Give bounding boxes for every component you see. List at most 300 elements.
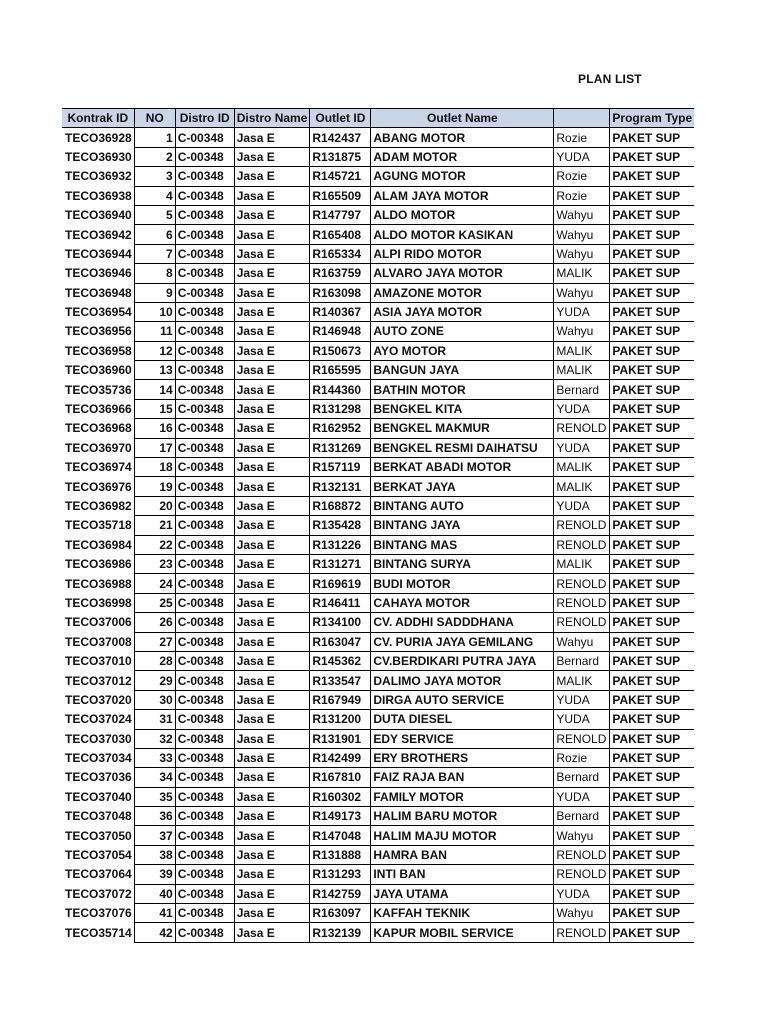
cell-program-type[interactable]: PAKET SUP <box>610 264 694 283</box>
cell-no[interactable]: 5 <box>134 205 175 224</box>
cell-outlet-id[interactable]: R131271 <box>310 554 371 573</box>
cell-salesman[interactable]: YUDA <box>554 710 610 729</box>
column-header-kontrak-id[interactable]: Kontrak ID <box>62 109 134 128</box>
cell-salesman[interactable]: Bernard <box>554 807 610 826</box>
cell-no[interactable]: 30 <box>134 690 175 709</box>
cell-salesman[interactable]: MALIK <box>554 458 610 477</box>
cell-salesman[interactable]: YUDA <box>554 787 610 806</box>
table-row[interactable] <box>62 147 694 166</box>
table-row[interactable] <box>62 535 694 554</box>
cell-program-type[interactable]: PAKET SUP <box>610 147 694 166</box>
cell-no[interactable]: 41 <box>134 904 175 923</box>
cell-outlet-name[interactable]: ALPI RIDO MOTOR <box>371 244 554 263</box>
cell-salesman[interactable]: YUDA <box>554 496 610 515</box>
cell-distro-name[interactable]: Jasa E <box>234 768 310 787</box>
cell-distro-name[interactable]: Jasa E <box>234 205 310 224</box>
cell-distro-name[interactable]: Jasa E <box>234 244 310 263</box>
cell-program-type[interactable]: PAKET SUP <box>610 186 694 205</box>
cell-no[interactable]: 29 <box>134 671 175 690</box>
cell-distro-name[interactable]: Jasa E <box>234 807 310 826</box>
cell-outlet-name[interactable]: AMAZONE MOTOR <box>371 283 554 302</box>
cell-program-type[interactable]: PAKET SUP <box>610 826 694 845</box>
cell-outlet-id[interactable]: R162952 <box>310 419 371 438</box>
cell-salesman[interactable]: RENOLD <box>554 593 610 612</box>
table-row[interactable] <box>62 283 694 302</box>
cell-outlet-id[interactable]: R144360 <box>310 380 371 399</box>
cell-outlet-id[interactable]: R167949 <box>310 690 371 709</box>
cell-outlet-id[interactable]: R140367 <box>310 302 371 321</box>
cell-program-type[interactable]: PAKET SUP <box>610 361 694 380</box>
cell-outlet-name[interactable]: KAPUR MOBIL SERVICE <box>371 923 554 942</box>
cell-salesman[interactable]: Rozie <box>554 186 610 205</box>
cell-distro-name[interactable]: Jasa E <box>234 651 310 670</box>
cell-distro-name[interactable]: Jasa E <box>234 690 310 709</box>
cell-program-type[interactable]: PAKET SUP <box>610 516 694 535</box>
cell-distro-id[interactable]: C-00348 <box>175 302 234 321</box>
cell-distro-name[interactable]: Jasa E <box>234 554 310 573</box>
cell-outlet-name[interactable]: ALDO MOTOR <box>371 205 554 224</box>
cell-outlet-id[interactable]: R165334 <box>310 244 371 263</box>
cell-distro-id[interactable]: C-00348 <box>175 380 234 399</box>
cell-kontrak-id[interactable]: TECO36938 <box>62 186 134 205</box>
cell-no[interactable]: 16 <box>134 419 175 438</box>
cell-outlet-name[interactable]: BINTANG JAYA <box>371 516 554 535</box>
cell-distro-name[interactable]: Jasa E <box>234 710 310 729</box>
cell-outlet-name[interactable]: ERY BROTHERS <box>371 748 554 767</box>
cell-program-type[interactable]: PAKET SUP <box>610 477 694 496</box>
cell-salesman[interactable]: Rozie <box>554 167 610 186</box>
table-row[interactable] <box>62 322 694 341</box>
cell-outlet-name[interactable]: DALIMO JAYA MOTOR <box>371 671 554 690</box>
table-row[interactable] <box>62 865 694 884</box>
cell-outlet-id[interactable]: R163047 <box>310 632 371 651</box>
cell-no[interactable]: 24 <box>134 574 175 593</box>
cell-outlet-name[interactable]: AUTO ZONE <box>371 322 554 341</box>
cell-kontrak-id[interactable]: TECO37036 <box>62 768 134 787</box>
column-header-distro-name[interactable]: Distro Name <box>234 109 310 128</box>
cell-outlet-name[interactable]: BENGKEL MAKMUR <box>371 419 554 438</box>
cell-salesman[interactable]: MALIK <box>554 341 610 360</box>
cell-distro-id[interactable]: C-00348 <box>175 923 234 942</box>
cell-program-type[interactable]: PAKET SUP <box>610 651 694 670</box>
cell-salesman[interactable]: MALIK <box>554 264 610 283</box>
table-row[interactable] <box>62 768 694 787</box>
table-row[interactable] <box>62 807 694 826</box>
table-row[interactable] <box>62 845 694 864</box>
cell-distro-name[interactable]: Jasa E <box>234 884 310 903</box>
cell-distro-name[interactable]: Jasa E <box>234 283 310 302</box>
cell-kontrak-id[interactable]: TECO37020 <box>62 690 134 709</box>
cell-salesman[interactable]: RENOLD <box>554 845 610 864</box>
table-row[interactable] <box>62 574 694 593</box>
cell-distro-name[interactable]: Jasa E <box>234 438 310 457</box>
cell-distro-name[interactable]: Jasa E <box>234 496 310 515</box>
cell-distro-name[interactable]: Jasa E <box>234 225 310 244</box>
cell-distro-id[interactable]: C-00348 <box>175 574 234 593</box>
cell-distro-name[interactable]: Jasa E <box>234 923 310 942</box>
cell-outlet-name[interactable]: CV. ADDHI SADDDHANA <box>371 613 554 632</box>
cell-distro-name[interactable]: Jasa E <box>234 516 310 535</box>
cell-no[interactable]: 34 <box>134 768 175 787</box>
cell-distro-name[interactable]: Jasa E <box>234 729 310 748</box>
cell-outlet-name[interactable]: ASIA JAYA MOTOR <box>371 302 554 321</box>
cell-outlet-id[interactable]: R147048 <box>310 826 371 845</box>
table-row[interactable] <box>62 128 694 147</box>
cell-outlet-id[interactable]: R131901 <box>310 729 371 748</box>
cell-kontrak-id[interactable]: TECO37040 <box>62 787 134 806</box>
column-header-no[interactable]: NO <box>134 109 175 128</box>
table-row[interactable] <box>62 244 694 263</box>
cell-kontrak-id[interactable]: TECO36946 <box>62 264 134 283</box>
table-row[interactable] <box>62 380 694 399</box>
cell-program-type[interactable]: PAKET SUP <box>610 671 694 690</box>
cell-outlet-id[interactable]: R150673 <box>310 341 371 360</box>
cell-salesman[interactable]: RENOLD <box>554 613 610 632</box>
table-row[interactable] <box>62 225 694 244</box>
cell-outlet-id[interactable]: R145721 <box>310 167 371 186</box>
cell-program-type[interactable]: PAKET SUP <box>610 167 694 186</box>
cell-no[interactable]: 12 <box>134 341 175 360</box>
cell-distro-id[interactable]: C-00348 <box>175 593 234 612</box>
cell-program-type[interactable]: PAKET SUP <box>610 380 694 399</box>
cell-program-type[interactable]: PAKET SUP <box>610 613 694 632</box>
table-row[interactable] <box>62 651 694 670</box>
cell-kontrak-id[interactable]: TECO36986 <box>62 554 134 573</box>
cell-outlet-name[interactable]: BATHIN MOTOR <box>371 380 554 399</box>
cell-kontrak-id[interactable]: TECO35714 <box>62 923 134 942</box>
cell-no[interactable]: 27 <box>134 632 175 651</box>
cell-kontrak-id[interactable]: TECO36928 <box>62 128 134 147</box>
cell-program-type[interactable]: PAKET SUP <box>610 710 694 729</box>
cell-salesman[interactable]: MALIK <box>554 671 610 690</box>
table-row[interactable] <box>62 167 694 186</box>
cell-program-type[interactable]: PAKET SUP <box>610 787 694 806</box>
cell-distro-id[interactable]: C-00348 <box>175 748 234 767</box>
cell-distro-name[interactable]: Jasa E <box>234 845 310 864</box>
table-row[interactable] <box>62 341 694 360</box>
cell-distro-id[interactable]: C-00348 <box>175 554 234 573</box>
cell-kontrak-id[interactable]: TECO37050 <box>62 826 134 845</box>
cell-no[interactable]: 18 <box>134 458 175 477</box>
cell-distro-id[interactable]: C-00348 <box>175 419 234 438</box>
cell-no[interactable]: 22 <box>134 535 175 554</box>
cell-kontrak-id[interactable]: TECO37064 <box>62 865 134 884</box>
cell-outlet-name[interactable]: AYO MOTOR <box>371 341 554 360</box>
cell-outlet-name[interactable]: BENGKEL RESMI DAIHATSU <box>371 438 554 457</box>
cell-distro-id[interactable]: C-00348 <box>175 264 234 283</box>
cell-outlet-id[interactable]: R134100 <box>310 613 371 632</box>
cell-salesman[interactable]: Bernard <box>554 651 610 670</box>
cell-program-type[interactable]: PAKET SUP <box>610 205 694 224</box>
cell-outlet-id[interactable]: R131269 <box>310 438 371 457</box>
cell-program-type[interactable]: PAKET SUP <box>610 768 694 787</box>
column-header-salesman[interactable] <box>554 109 610 128</box>
cell-outlet-id[interactable]: R165509 <box>310 186 371 205</box>
cell-distro-id[interactable]: C-00348 <box>175 399 234 418</box>
cell-distro-id[interactable]: C-00348 <box>175 807 234 826</box>
cell-kontrak-id[interactable]: TECO37076 <box>62 904 134 923</box>
cell-distro-name[interactable]: Jasa E <box>234 574 310 593</box>
cell-kontrak-id[interactable]: TECO36932 <box>62 167 134 186</box>
table-row[interactable] <box>62 186 694 205</box>
cell-salesman[interactable]: Wahyu <box>554 904 610 923</box>
cell-outlet-id[interactable]: R147797 <box>310 205 371 224</box>
cell-salesman[interactable]: MALIK <box>554 477 610 496</box>
cell-distro-name[interactable]: Jasa E <box>234 632 310 651</box>
cell-no[interactable]: 6 <box>134 225 175 244</box>
cell-salesman[interactable]: Wahyu <box>554 283 610 302</box>
cell-outlet-name[interactable]: HALIM MAJU MOTOR <box>371 826 554 845</box>
cell-no[interactable]: 38 <box>134 845 175 864</box>
cell-program-type[interactable]: PAKET SUP <box>610 690 694 709</box>
cell-salesman[interactable]: RENOLD <box>554 419 610 438</box>
cell-no[interactable]: 39 <box>134 865 175 884</box>
cell-program-type[interactable]: PAKET SUP <box>610 535 694 554</box>
cell-distro-id[interactable]: C-00348 <box>175 322 234 341</box>
cell-distro-id[interactable]: C-00348 <box>175 283 234 302</box>
cell-outlet-id[interactable]: R131200 <box>310 710 371 729</box>
cell-distro-name[interactable]: Jasa E <box>234 671 310 690</box>
cell-distro-name[interactable]: Jasa E <box>234 593 310 612</box>
cell-outlet-name[interactable]: FAIZ RAJA BAN <box>371 768 554 787</box>
cell-distro-id[interactable]: C-00348 <box>175 244 234 263</box>
cell-distro-id[interactable]: C-00348 <box>175 690 234 709</box>
cell-no[interactable]: 1 <box>134 128 175 147</box>
cell-distro-name[interactable]: Jasa E <box>234 380 310 399</box>
table-row[interactable] <box>62 438 694 457</box>
cell-no[interactable]: 9 <box>134 283 175 302</box>
cell-kontrak-id[interactable]: TECO36998 <box>62 593 134 612</box>
cell-distro-id[interactable]: C-00348 <box>175 438 234 457</box>
cell-salesman[interactable]: Wahyu <box>554 205 610 224</box>
cell-kontrak-id[interactable]: TECO37012 <box>62 671 134 690</box>
cell-salesman[interactable]: RENOLD <box>554 923 610 942</box>
cell-no[interactable]: 26 <box>134 613 175 632</box>
cell-outlet-id[interactable]: R167810 <box>310 768 371 787</box>
cell-salesman[interactable]: RENOLD <box>554 865 610 884</box>
cell-no[interactable]: 25 <box>134 593 175 612</box>
cell-no[interactable]: 28 <box>134 651 175 670</box>
cell-distro-name[interactable]: Jasa E <box>234 186 310 205</box>
cell-distro-id[interactable]: C-00348 <box>175 710 234 729</box>
cell-distro-id[interactable]: C-00348 <box>175 768 234 787</box>
cell-distro-id[interactable]: C-00348 <box>175 651 234 670</box>
cell-kontrak-id[interactable]: TECO36930 <box>62 147 134 166</box>
cell-kontrak-id[interactable]: TECO37006 <box>62 613 134 632</box>
cell-outlet-id[interactable]: R131293 <box>310 865 371 884</box>
cell-distro-id[interactable]: C-00348 <box>175 128 234 147</box>
cell-kontrak-id[interactable]: TECO37048 <box>62 807 134 826</box>
cell-no[interactable]: 8 <box>134 264 175 283</box>
cell-program-type[interactable]: PAKET SUP <box>610 283 694 302</box>
cell-distro-id[interactable]: C-00348 <box>175 904 234 923</box>
cell-kontrak-id[interactable]: TECO37054 <box>62 845 134 864</box>
cell-no[interactable]: 31 <box>134 710 175 729</box>
cell-outlet-name[interactable]: ADAM MOTOR <box>371 147 554 166</box>
cell-outlet-id[interactable]: R132139 <box>310 923 371 942</box>
cell-distro-name[interactable]: Jasa E <box>234 826 310 845</box>
column-header-program-type[interactable]: Program Type <box>610 109 694 128</box>
cell-kontrak-id[interactable]: TECO35736 <box>62 380 134 399</box>
cell-no[interactable]: 14 <box>134 380 175 399</box>
cell-outlet-id[interactable]: R131875 <box>310 147 371 166</box>
cell-distro-id[interactable]: C-00348 <box>175 205 234 224</box>
cell-kontrak-id[interactable]: TECO36944 <box>62 244 134 263</box>
cell-no[interactable]: 15 <box>134 399 175 418</box>
cell-program-type[interactable]: PAKET SUP <box>610 302 694 321</box>
cell-outlet-id[interactable]: R135428 <box>310 516 371 535</box>
cell-program-type[interactable]: PAKET SUP <box>610 399 694 418</box>
cell-outlet-id[interactable]: R131226 <box>310 535 371 554</box>
cell-outlet-name[interactable]: ALVARO JAYA MOTOR <box>371 264 554 283</box>
cell-outlet-id[interactable]: R160302 <box>310 787 371 806</box>
cell-salesman[interactable]: RENOLD <box>554 535 610 554</box>
cell-kontrak-id[interactable]: TECO36942 <box>62 225 134 244</box>
cell-kontrak-id[interactable]: TECO36982 <box>62 496 134 515</box>
cell-program-type[interactable]: PAKET SUP <box>610 458 694 477</box>
cell-program-type[interactable]: PAKET SUP <box>610 807 694 826</box>
cell-distro-id[interactable]: C-00348 <box>175 729 234 748</box>
cell-distro-name[interactable]: Jasa E <box>234 341 310 360</box>
cell-program-type[interactable]: PAKET SUP <box>610 632 694 651</box>
cell-kontrak-id[interactable]: TECO37072 <box>62 884 134 903</box>
cell-outlet-id[interactable]: R163098 <box>310 283 371 302</box>
cell-outlet-name[interactable]: ALAM JAYA MOTOR <box>371 186 554 205</box>
cell-outlet-id[interactable]: R163759 <box>310 264 371 283</box>
table-row[interactable] <box>62 399 694 418</box>
table-row[interactable] <box>62 923 694 942</box>
cell-program-type[interactable]: PAKET SUP <box>610 322 694 341</box>
cell-no[interactable]: 35 <box>134 787 175 806</box>
table-row[interactable] <box>62 477 694 496</box>
cell-outlet-id[interactable]: R163097 <box>310 904 371 923</box>
cell-kontrak-id[interactable]: TECO35718 <box>62 516 134 535</box>
cell-outlet-id[interactable]: R149173 <box>310 807 371 826</box>
cell-distro-name[interactable]: Jasa E <box>234 264 310 283</box>
cell-outlet-id[interactable]: R169619 <box>310 574 371 593</box>
cell-salesman[interactable]: RENOLD <box>554 516 610 535</box>
cell-outlet-name[interactable]: BERKAT ABADI MOTOR <box>371 458 554 477</box>
cell-outlet-name[interactable]: HAMRA BAN <box>371 845 554 864</box>
cell-distro-name[interactable]: Jasa E <box>234 613 310 632</box>
cell-outlet-name[interactable]: ABANG MOTOR <box>371 128 554 147</box>
cell-outlet-name[interactable]: BENGKEL KITA <box>371 399 554 418</box>
cell-no[interactable]: 42 <box>134 923 175 942</box>
column-header-distro-id[interactable]: Distro ID <box>175 109 234 128</box>
cell-no[interactable]: 13 <box>134 361 175 380</box>
cell-kontrak-id[interactable]: TECO36940 <box>62 205 134 224</box>
table-row[interactable] <box>62 690 694 709</box>
cell-program-type[interactable]: PAKET SUP <box>610 496 694 515</box>
cell-outlet-name[interactable]: DUTA DIESEL <box>371 710 554 729</box>
cell-kontrak-id[interactable]: TECO37034 <box>62 748 134 767</box>
table-row[interactable] <box>62 613 694 632</box>
cell-program-type[interactable]: PAKET SUP <box>610 554 694 573</box>
cell-program-type[interactable]: PAKET SUP <box>610 225 694 244</box>
cell-program-type[interactable]: PAKET SUP <box>610 438 694 457</box>
cell-salesman[interactable]: YUDA <box>554 884 610 903</box>
cell-no[interactable]: 10 <box>134 302 175 321</box>
cell-outlet-id[interactable]: R133547 <box>310 671 371 690</box>
cell-program-type[interactable]: PAKET SUP <box>610 884 694 903</box>
cell-program-type[interactable]: PAKET SUP <box>610 244 694 263</box>
cell-program-type[interactable]: PAKET SUP <box>610 593 694 612</box>
cell-distro-id[interactable]: C-00348 <box>175 186 234 205</box>
cell-distro-id[interactable]: C-00348 <box>175 477 234 496</box>
cell-distro-id[interactable]: C-00348 <box>175 826 234 845</box>
cell-outlet-name[interactable]: BINTANG AUTO <box>371 496 554 515</box>
table-row[interactable] <box>62 593 694 612</box>
cell-distro-id[interactable]: C-00348 <box>175 341 234 360</box>
cell-outlet-name[interactable]: BINTANG SURYA <box>371 554 554 573</box>
cell-outlet-id[interactable]: R131888 <box>310 845 371 864</box>
cell-distro-name[interactable]: Jasa E <box>234 904 310 923</box>
cell-distro-id[interactable]: C-00348 <box>175 225 234 244</box>
cell-outlet-id[interactable]: R146948 <box>310 322 371 341</box>
cell-outlet-name[interactable]: BANGUN JAYA <box>371 361 554 380</box>
cell-distro-id[interactable]: C-00348 <box>175 496 234 515</box>
cell-program-type[interactable]: PAKET SUP <box>610 574 694 593</box>
cell-distro-id[interactable]: C-00348 <box>175 787 234 806</box>
cell-no[interactable]: 21 <box>134 516 175 535</box>
cell-distro-name[interactable]: Jasa E <box>234 787 310 806</box>
cell-program-type[interactable]: PAKET SUP <box>610 748 694 767</box>
cell-kontrak-id[interactable]: TECO37024 <box>62 710 134 729</box>
cell-outlet-name[interactable]: BINTANG MAS <box>371 535 554 554</box>
cell-kontrak-id[interactable]: TECO36976 <box>62 477 134 496</box>
cell-distro-id[interactable]: C-00348 <box>175 535 234 554</box>
column-header-outlet-name[interactable]: Outlet Name <box>371 109 554 128</box>
cell-program-type[interactable]: PAKET SUP <box>610 865 694 884</box>
cell-distro-name[interactable]: Jasa E <box>234 167 310 186</box>
cell-no[interactable]: 17 <box>134 438 175 457</box>
cell-outlet-name[interactable]: BUDI MOTOR <box>371 574 554 593</box>
cell-kontrak-id[interactable]: TECO36966 <box>62 399 134 418</box>
cell-kontrak-id[interactable]: TECO36948 <box>62 283 134 302</box>
cell-outlet-id[interactable]: R132131 <box>310 477 371 496</box>
cell-distro-id[interactable]: C-00348 <box>175 845 234 864</box>
table-row[interactable] <box>62 516 694 535</box>
table-row[interactable] <box>62 826 694 845</box>
cell-distro-name[interactable]: Jasa E <box>234 399 310 418</box>
table-row[interactable] <box>62 787 694 806</box>
cell-kontrak-id[interactable]: TECO37008 <box>62 632 134 651</box>
cell-kontrak-id[interactable]: TECO37010 <box>62 651 134 670</box>
table-row[interactable] <box>62 496 694 515</box>
cell-no[interactable]: 40 <box>134 884 175 903</box>
cell-distro-id[interactable]: C-00348 <box>175 884 234 903</box>
cell-distro-name[interactable]: Jasa E <box>234 322 310 341</box>
cell-distro-name[interactable]: Jasa E <box>234 128 310 147</box>
cell-salesman[interactable]: MALIK <box>554 554 610 573</box>
table-row[interactable] <box>62 458 694 477</box>
table-row[interactable] <box>62 554 694 573</box>
column-header-outlet-id[interactable]: Outlet ID <box>310 109 371 128</box>
cell-no[interactable]: 7 <box>134 244 175 263</box>
cell-outlet-name[interactable]: CV. PURIA JAYA GEMILANG <box>371 632 554 651</box>
cell-distro-id[interactable]: C-00348 <box>175 458 234 477</box>
cell-outlet-id[interactable]: R168872 <box>310 496 371 515</box>
cell-outlet-id[interactable]: R145362 <box>310 651 371 670</box>
cell-kontrak-id[interactable]: TECO36968 <box>62 419 134 438</box>
cell-no[interactable]: 4 <box>134 186 175 205</box>
cell-distro-id[interactable]: C-00348 <box>175 516 234 535</box>
cell-no[interactable]: 3 <box>134 167 175 186</box>
table-row[interactable] <box>62 710 694 729</box>
cell-outlet-id[interactable]: R142437 <box>310 128 371 147</box>
cell-program-type[interactable]: PAKET SUP <box>610 923 694 942</box>
cell-program-type[interactable]: PAKET SUP <box>610 128 694 147</box>
